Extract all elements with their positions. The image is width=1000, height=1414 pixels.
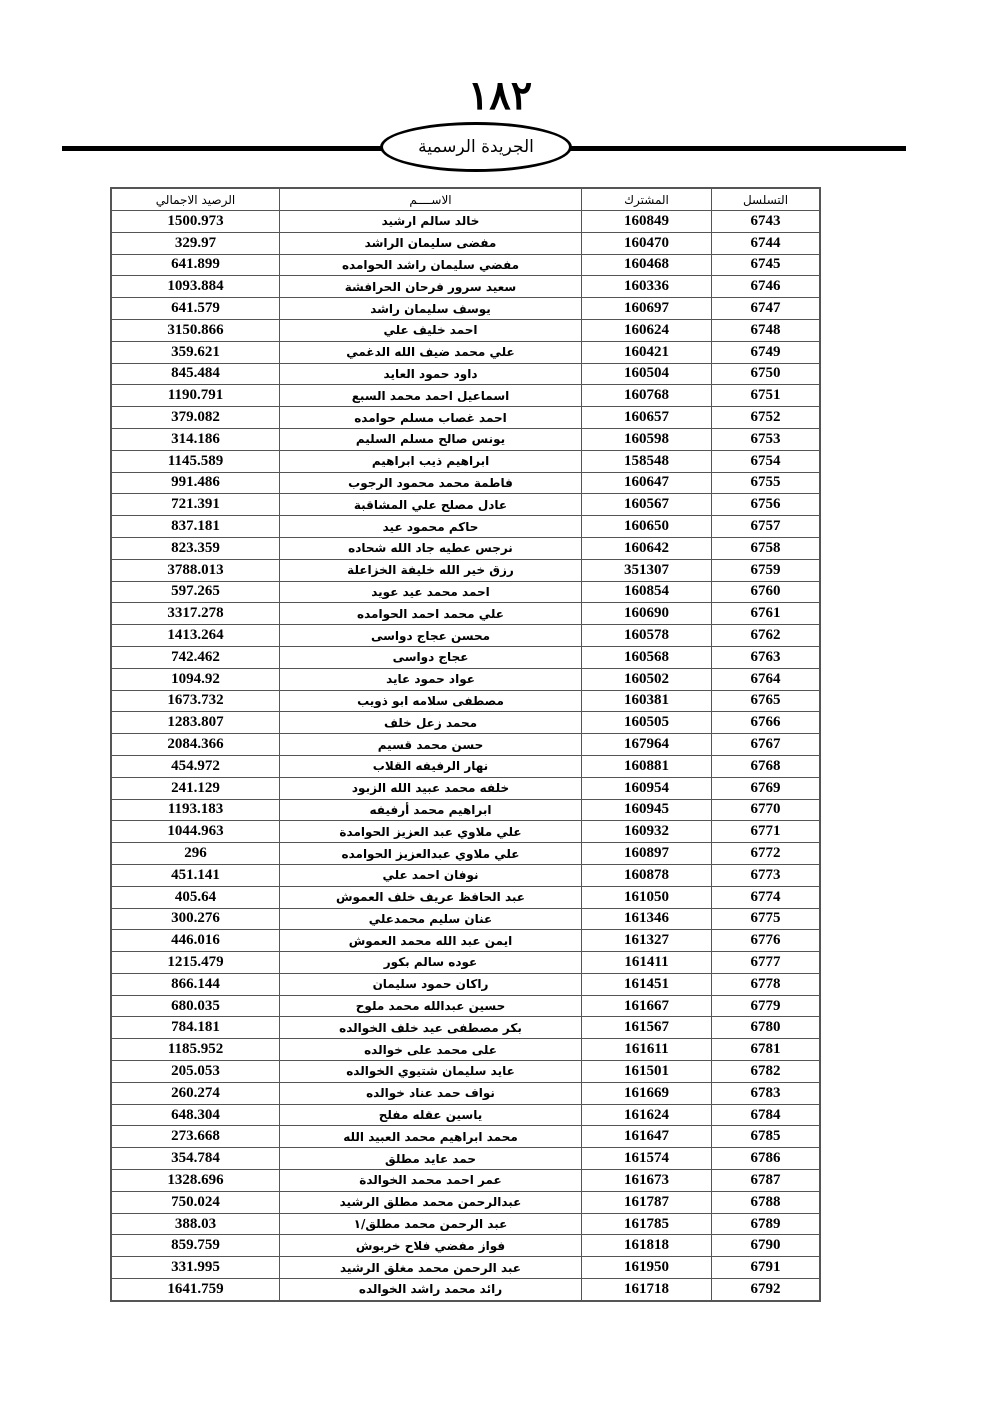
masthead-oval <box>380 122 572 172</box>
name-cell: رائد محمد راشد الخوالده <box>280 1279 582 1301</box>
header-balance: الرصيد الاجمالي <box>112 189 280 211</box>
table-header-row <box>112 189 820 211</box>
serial-cell: 6763 <box>712 646 820 668</box>
name-cell: عبد الرحمن محمد مغلق الرشيد <box>280 1257 582 1279</box>
name-cell: علي محمد احمد الحوامده <box>280 603 582 625</box>
name-cell: فاطمة محمد محمود الرجوب <box>280 472 582 494</box>
serial-cell: 6789 <box>712 1213 820 1235</box>
table-row <box>112 646 820 668</box>
serial-cell: 6784 <box>712 1104 820 1126</box>
table-row <box>112 319 820 341</box>
name-cell: نواف حمد عناد خوالده <box>280 1082 582 1104</box>
subscriber-cell: 160897 <box>582 843 712 865</box>
serial-cell: 6758 <box>712 537 820 559</box>
table-row <box>112 1191 820 1213</box>
serial-cell: 6760 <box>712 581 820 603</box>
name-cell: حمد عايد مطلق <box>280 1148 582 1170</box>
subscriber-cell: 161673 <box>582 1170 712 1192</box>
name-cell: عايد سليمان شتيوي الخوالده <box>280 1061 582 1083</box>
table-row <box>112 385 820 407</box>
balance-cell: 1215.479 <box>112 952 280 974</box>
balances-table <box>111 188 820 1301</box>
serial-cell: 6768 <box>712 755 820 777</box>
serial-cell: 6745 <box>712 254 820 276</box>
subscriber-cell: 167964 <box>582 734 712 756</box>
balance-cell: 205.053 <box>112 1061 280 1083</box>
subscriber-cell: 160854 <box>582 581 712 603</box>
table-row <box>112 995 820 1017</box>
table-row <box>112 668 820 690</box>
subscriber-cell: 160598 <box>582 428 712 450</box>
balance-cell: 296 <box>112 843 280 865</box>
subscriber-cell: 160381 <box>582 690 712 712</box>
name-cell: محسن عجاج دواسى <box>280 625 582 647</box>
serial-cell: 6779 <box>712 995 820 1017</box>
table-row <box>112 1104 820 1126</box>
name-cell: داود حمود العايد <box>280 363 582 385</box>
name-cell: بكر مصطفى عيد خلف الخوالده <box>280 1017 582 1039</box>
serial-cell: 6772 <box>712 843 820 865</box>
header-rule-right <box>570 146 906 151</box>
serial-cell: 6781 <box>712 1039 820 1061</box>
balance-cell: 2084.366 <box>112 734 280 756</box>
serial-cell: 6747 <box>712 298 820 320</box>
serial-cell: 6766 <box>712 712 820 734</box>
serial-cell: 6752 <box>712 407 820 429</box>
table-row <box>112 1148 820 1170</box>
subscriber-cell: 161669 <box>582 1082 712 1104</box>
table-row <box>112 777 820 799</box>
balance-cell: 597.265 <box>112 581 280 603</box>
serial-cell: 6746 <box>712 276 820 298</box>
subscriber-cell: 161787 <box>582 1191 712 1213</box>
serial-cell: 6757 <box>712 516 820 538</box>
subscriber-cell: 161718 <box>582 1279 712 1301</box>
serial-cell: 6780 <box>712 1017 820 1039</box>
name-cell: على محمد على خوالده <box>280 1039 582 1061</box>
subscriber-cell: 160568 <box>582 646 712 668</box>
name-cell: مصطفى سلامه ابو ذويب <box>280 690 582 712</box>
balance-cell: 1094.92 <box>112 668 280 690</box>
masthead-title: الجريدة الرسمية <box>418 137 534 157</box>
subscriber-cell: 161574 <box>582 1148 712 1170</box>
serial-cell: 6771 <box>712 821 820 843</box>
name-cell: عنان سليم محمدعلي <box>280 908 582 930</box>
balance-cell: 784.181 <box>112 1017 280 1039</box>
subscriber-cell: 160421 <box>582 341 712 363</box>
table-row <box>112 973 820 995</box>
subscriber-cell: 160932 <box>582 821 712 843</box>
serial-cell: 6773 <box>712 864 820 886</box>
serial-cell: 6774 <box>712 886 820 908</box>
subscriber-cell: 160697 <box>582 298 712 320</box>
balance-cell: 273.668 <box>112 1126 280 1148</box>
name-cell: عادل مصلح علي المشاقبة <box>280 494 582 516</box>
balance-cell: 648.304 <box>112 1104 280 1126</box>
name-cell: محمد زعل خلف <box>280 712 582 734</box>
serial-cell: 6764 <box>712 668 820 690</box>
serial-cell: 6750 <box>712 363 820 385</box>
name-cell: ابراهيم محمد أرفيفه <box>280 799 582 821</box>
table-row <box>112 559 820 581</box>
balance-cell: 405.64 <box>112 886 280 908</box>
name-cell: مفضي سليمان راشد الحوامده <box>280 254 582 276</box>
name-cell: نهار الرفيفه القلاب <box>280 755 582 777</box>
table-row <box>112 407 820 429</box>
balance-cell: 359.621 <box>112 341 280 363</box>
serial-cell: 6770 <box>712 799 820 821</box>
name-cell: عمر احمد محمد الخوالدة <box>280 1170 582 1192</box>
table-row <box>112 1213 820 1235</box>
serial-cell: 6744 <box>712 232 820 254</box>
table-row <box>112 690 820 712</box>
name-cell: سعيد سرور فرحان الحرافشة <box>280 276 582 298</box>
serial-cell: 6792 <box>712 1279 820 1301</box>
subscriber-cell: 160470 <box>582 232 712 254</box>
table-row <box>112 516 820 538</box>
table-row <box>112 581 820 603</box>
table-row <box>112 1170 820 1192</box>
serial-cell: 6765 <box>712 690 820 712</box>
balance-cell: 641.579 <box>112 298 280 320</box>
name-cell: عوده سالم بكور <box>280 952 582 974</box>
table-row <box>112 799 820 821</box>
balance-cell: 260.274 <box>112 1082 280 1104</box>
balance-cell: 680.035 <box>112 995 280 1017</box>
balance-cell: 1413.264 <box>112 625 280 647</box>
serial-cell: 6759 <box>712 559 820 581</box>
table-row <box>112 254 820 276</box>
balance-cell: 1193.183 <box>112 799 280 821</box>
balance-cell: 388.03 <box>112 1213 280 1235</box>
serial-cell: 6761 <box>712 603 820 625</box>
subscriber-cell: 161050 <box>582 886 712 908</box>
table-row <box>112 298 820 320</box>
table-row <box>112 1082 820 1104</box>
balance-cell: 451.141 <box>112 864 280 886</box>
balance-cell: 314.186 <box>112 428 280 450</box>
serial-cell: 6751 <box>712 385 820 407</box>
table-row <box>112 363 820 385</box>
header-rule-left <box>62 146 382 151</box>
balance-cell: 1185.952 <box>112 1039 280 1061</box>
serial-cell: 6769 <box>712 777 820 799</box>
subscriber-cell: 161567 <box>582 1017 712 1039</box>
page-number: ١٨٢ <box>467 72 533 119</box>
balance-cell: 3150.866 <box>112 319 280 341</box>
name-cell: حاكم محمود عيد <box>280 516 582 538</box>
name-cell: عواد حمود عايد <box>280 668 582 690</box>
serial-cell: 6788 <box>712 1191 820 1213</box>
table-row <box>112 886 820 908</box>
name-cell: اسماعيل احمد محمد السبع <box>280 385 582 407</box>
serial-cell: 6786 <box>712 1148 820 1170</box>
balance-cell: 859.759 <box>112 1235 280 1257</box>
serial-cell: 6756 <box>712 494 820 516</box>
subscriber-cell: 158548 <box>582 450 712 472</box>
balance-cell: 1328.696 <box>112 1170 280 1192</box>
table-row <box>112 712 820 734</box>
serial-cell: 6755 <box>712 472 820 494</box>
balance-cell: 721.391 <box>112 494 280 516</box>
name-cell: علي ملاوي عبد العزيز الحوامدة <box>280 821 582 843</box>
header-serial: التسلسل <box>712 189 820 211</box>
table-row <box>112 1061 820 1083</box>
balance-cell: 1044.963 <box>112 821 280 843</box>
balance-cell: 241.129 <box>112 777 280 799</box>
table-row <box>112 211 820 233</box>
subscriber-cell: 161818 <box>582 1235 712 1257</box>
subscriber-cell: 161667 <box>582 995 712 1017</box>
serial-cell: 6748 <box>712 319 820 341</box>
subscriber-cell: 160578 <box>582 625 712 647</box>
table-row <box>112 1017 820 1039</box>
balance-cell: 300.276 <box>112 908 280 930</box>
name-cell: خالد سالم ارشيد <box>280 211 582 233</box>
serial-cell: 6775 <box>712 908 820 930</box>
balance-cell: 446.016 <box>112 930 280 952</box>
serial-cell: 6776 <box>712 930 820 952</box>
name-cell: يوسف سليمان راشد <box>280 298 582 320</box>
table-row <box>112 1126 820 1148</box>
serial-cell: 6743 <box>712 211 820 233</box>
name-cell: ياسين عقله مفلح <box>280 1104 582 1126</box>
balance-cell: 379.082 <box>112 407 280 429</box>
header-name: الاســــم <box>280 189 582 211</box>
table-row <box>112 494 820 516</box>
subscriber-cell: 160945 <box>582 799 712 821</box>
header-subscriber: المشترك <box>582 189 712 211</box>
balance-cell: 837.181 <box>112 516 280 538</box>
serial-cell: 6762 <box>712 625 820 647</box>
subscriber-cell: 161950 <box>582 1257 712 1279</box>
table-row <box>112 821 820 843</box>
table-row <box>112 1257 820 1279</box>
subscriber-cell: 160878 <box>582 864 712 886</box>
table-row <box>112 472 820 494</box>
balance-cell: 1093.884 <box>112 276 280 298</box>
subscriber-cell: 161327 <box>582 930 712 952</box>
serial-cell: 6778 <box>712 973 820 995</box>
subscriber-cell: 161624 <box>582 1104 712 1126</box>
subscriber-cell: 160336 <box>582 276 712 298</box>
balance-cell: 845.484 <box>112 363 280 385</box>
balance-cell: 1190.791 <box>112 385 280 407</box>
name-cell: علي محمد ضيف الله الدغمي <box>280 341 582 363</box>
name-cell: حسن محمد قسيم <box>280 734 582 756</box>
name-cell: محمد ابراهيم محمد العبيد الله <box>280 1126 582 1148</box>
name-cell: مفضى سليمان الراشد <box>280 232 582 254</box>
table-row <box>112 603 820 625</box>
table-row <box>112 537 820 559</box>
balance-cell: 354.784 <box>112 1148 280 1170</box>
name-cell: علي ملاوي عبدالعزيز الحوامده <box>280 843 582 865</box>
subscriber-cell: 160849 <box>582 211 712 233</box>
name-cell: ايمن عبد الله محمد العموش <box>280 930 582 952</box>
serial-cell: 6754 <box>712 450 820 472</box>
balance-cell: 1641.759 <box>112 1279 280 1301</box>
serial-cell: 6767 <box>712 734 820 756</box>
serial-cell: 6787 <box>712 1170 820 1192</box>
table-body <box>112 211 820 1301</box>
name-cell: احمد خليف علي <box>280 319 582 341</box>
table-row <box>112 1039 820 1061</box>
subscriber-cell: 160567 <box>582 494 712 516</box>
balance-cell: 1145.589 <box>112 450 280 472</box>
table-row <box>112 276 820 298</box>
serial-cell: 6753 <box>712 428 820 450</box>
balance-cell: 641.899 <box>112 254 280 276</box>
table-row <box>112 755 820 777</box>
balance-cell: 3788.013 <box>112 559 280 581</box>
subscriber-cell: 160657 <box>582 407 712 429</box>
serial-cell: 6777 <box>712 952 820 974</box>
name-cell: نوفان احمد علي <box>280 864 582 886</box>
balance-cell: 991.486 <box>112 472 280 494</box>
table-row <box>112 864 820 886</box>
balance-cell: 329.97 <box>112 232 280 254</box>
balance-cell: 823.359 <box>112 537 280 559</box>
subscriber-cell: 161785 <box>582 1213 712 1235</box>
serial-cell: 6791 <box>712 1257 820 1279</box>
balance-cell: 750.024 <box>112 1191 280 1213</box>
subscriber-cell: 351307 <box>582 559 712 581</box>
serial-cell: 6783 <box>712 1082 820 1104</box>
name-cell: عجاج دواسى <box>280 646 582 668</box>
subscriber-cell: 161501 <box>582 1061 712 1083</box>
balance-cell: 866.144 <box>112 973 280 995</box>
subscriber-cell: 160881 <box>582 755 712 777</box>
name-cell: حسين عبدالله محمد ملوح <box>280 995 582 1017</box>
serial-cell: 6785 <box>712 1126 820 1148</box>
subscriber-cell: 161451 <box>582 973 712 995</box>
table-row <box>112 625 820 647</box>
table-row <box>112 930 820 952</box>
serial-cell: 6790 <box>712 1235 820 1257</box>
name-cell: عبد الرحمن محمد مطلق/١ <box>280 1213 582 1235</box>
serial-cell: 6749 <box>712 341 820 363</box>
name-cell: فواز مفضي فلاح خربوش <box>280 1235 582 1257</box>
table-row <box>112 428 820 450</box>
balance-cell: 1500.973 <box>112 211 280 233</box>
balance-cell: 1673.732 <box>112 690 280 712</box>
subscriber-cell: 160954 <box>582 777 712 799</box>
name-cell: يونس صالح مسلم السليم <box>280 428 582 450</box>
name-cell: خلفه محمد عبيد الله الزبود <box>280 777 582 799</box>
subscriber-cell: 160502 <box>582 668 712 690</box>
subscriber-cell: 160624 <box>582 319 712 341</box>
balance-cell: 331.995 <box>112 1257 280 1279</box>
subscriber-cell: 160768 <box>582 385 712 407</box>
subscriber-cell: 161647 <box>582 1126 712 1148</box>
subscriber-cell: 160647 <box>582 472 712 494</box>
subscriber-cell: 160504 <box>582 363 712 385</box>
balance-cell: 3317.278 <box>112 603 280 625</box>
table-row <box>112 1279 820 1301</box>
table-row <box>112 734 820 756</box>
subscriber-cell: 160642 <box>582 537 712 559</box>
serial-cell: 6782 <box>712 1061 820 1083</box>
balance-cell: 742.462 <box>112 646 280 668</box>
table-row <box>112 952 820 974</box>
balance-cell: 1283.807 <box>112 712 280 734</box>
subscriber-cell: 160650 <box>582 516 712 538</box>
table-row <box>112 450 820 472</box>
name-cell: عبد الحافظ عريف خلف العموش <box>280 886 582 908</box>
subscriber-cell: 160505 <box>582 712 712 734</box>
subscriber-cell: 161346 <box>582 908 712 930</box>
table-row <box>112 341 820 363</box>
name-cell: راكان حمود سليمان <box>280 973 582 995</box>
subscriber-cell: 160690 <box>582 603 712 625</box>
subscriber-cell: 160468 <box>582 254 712 276</box>
name-cell: عبدالرحمن محمد مطلق الرشيد <box>280 1191 582 1213</box>
table-row <box>112 232 820 254</box>
table-row <box>112 843 820 865</box>
name-cell: احمد محمد عيد عويد <box>280 581 582 603</box>
name-cell: ابراهيم ذيب ابراهيم <box>280 450 582 472</box>
subscriber-cell: 161411 <box>582 952 712 974</box>
table-row <box>112 1235 820 1257</box>
name-cell: رزق خير الله خليفة الخزاعلة <box>280 559 582 581</box>
name-cell: نرجس عطيه جاد الله شحاده <box>280 537 582 559</box>
table-row <box>112 908 820 930</box>
subscriber-cell: 161611 <box>582 1039 712 1061</box>
name-cell: احمد غصاب مسلم حوامده <box>280 407 582 429</box>
balance-cell: 454.972 <box>112 755 280 777</box>
